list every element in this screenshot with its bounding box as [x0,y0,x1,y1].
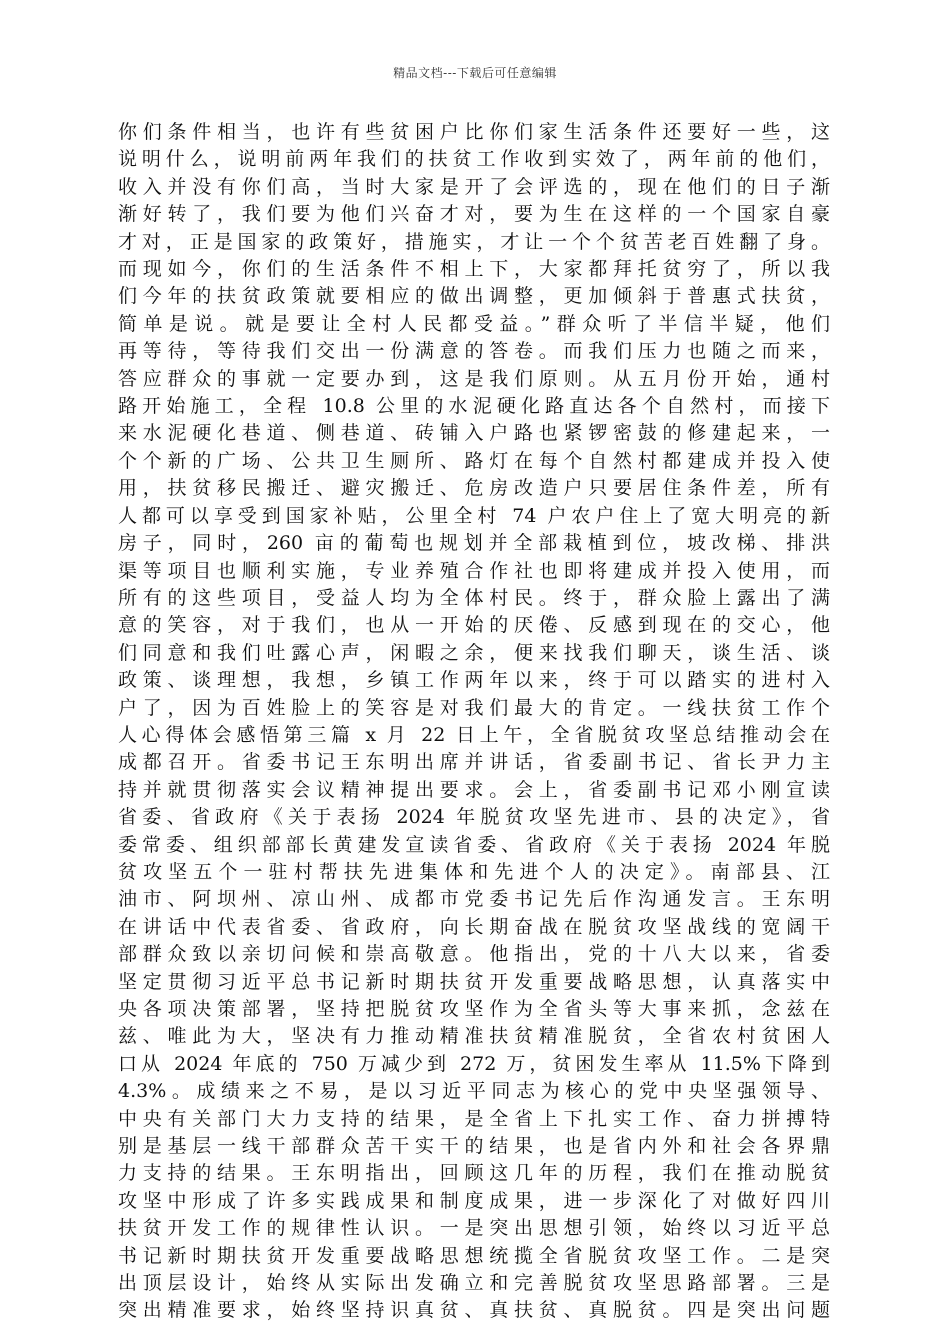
text-line: 油市、阿坝州、凉山州、成都市党委书记先后作沟通发言。王东明 [118,888,830,911]
page-header: 精品文档---下载后可任意编辑 [393,66,557,80]
text-line: 成都召开。省委书记王东明出席并讲话，省委副书记、省长尹力主 [118,751,830,774]
text-line: 们同意和我们吐露心声，闲暇之余，便来找我们聊天，谈生活、谈 [118,641,830,664]
text-line: 贫攻坚五个一驻村帮扶先进集体和先进个人的决定》。南部县、江 [118,860,830,883]
text-line: 口从 2024 年底的 750 万减少到 272 万，贫困发生率从 11.5%下降到 [118,1052,830,1075]
text-line: 才对，正是国家的政策好，措施实，才让一个个贫苦老百姓翻了身。 [118,230,830,253]
text-line: 人都可以享受到国家补贴，公里全村 74 户农户住上了宽大明亮的新 [118,504,830,527]
text-line: 意的笑容，对于我们，也从一开始的厌倦、反感到现在的交心，他 [118,614,830,637]
text-line: 省委、省政府《关于表扬 2024 年脱贫攻坚先进市、县的决定》，省 [118,806,830,829]
text-line: 户了，因为百姓脸上的笑容是对我们最大的肯定。一线扶贫工作个 [118,696,830,719]
text-line: 渠等项目也顺利实施，专业养殖合作社也即将建成并投入使用，而 [118,559,830,582]
text-line: 来水泥硬化巷道、侧巷道、砖铺入户路也紧锣密鼓的修建起来，一 [118,422,830,445]
text-line: 书记新时期扶贫开发重要战略思想统揽全省脱贫攻坚工作。二是突 [118,1244,830,1267]
text-line: 攻坚中形成了许多实践成果和制度成果，进一步深化了对做好四川 [118,1189,830,1212]
text-line: 所有的这些项目，受益人均为全体村民。终于，群众脸上露出了满 [118,586,830,609]
text-line: 兹、唯此为大，坚决有力推动精准扶贫精准脱贫，全省农村贫困人 [118,1025,830,1048]
text-line: 房子，同时，260 亩的葡萄也规划并全部栽植到位，坡改梯、排洪 [118,532,830,555]
text-line: 答应群众的事就一定要办到，这是我们原则。从五月份开始，通村 [118,367,830,390]
text-line: 而现如今，你们的生活条件不相上下，大家都拜托贫穷了，所以我 [118,258,830,281]
text-line: 突出精准要求，始终坚持识真贫、真扶贫、真脱贫。四是突出问题 [118,1299,830,1322]
text-line: 扶贫开发工作的规律性认识。一是突出思想引领，始终以习近平总 [118,1217,830,1240]
text-line: 们今年的扶贫政策就要相应的做出调整，更加倾斜于普惠式扶贫， [118,285,830,308]
text-line: 坚定贯彻习近平总书记新时期扶贫开发重要战略思想，认真落实中 [118,970,830,993]
text-line: 个个新的广场、公共卫生厕所、路灯在每个自然村都建成并投入使 [118,449,830,472]
text-line: 部群众致以亲切问候和崇高敬意。他指出，党的十八大以来，省委 [118,943,830,966]
text-line: 再等待，等待我们交出一份满意的答卷。而我们压力也随之而来， [118,340,830,363]
text-line: 渐好转了，我们要为他们兴奋才对，要为生在这样的一个国家自豪 [118,203,830,226]
text-line: 出顶层设计，始终从实际出发确立和完善脱贫攻坚思路部署。三是 [118,1272,830,1295]
text-line: 持并就贯彻落实会议精神提出要求。会上，省委副书记邓小刚宣读 [118,778,830,801]
text-line: 委常委、组织部部长黄建发宣读省委、省政府《关于表扬 2024 年脱 [118,833,830,856]
text-line: 央各项决策部署，坚持把脱贫攻坚作为全省头等大事来抓，念兹在 [118,998,830,1020]
text-line: 在讲话中代表省委、省政府，向长期奋战在脱贫攻坚战线的宽阔干 [118,915,830,938]
text-line: 用，扶贫移民搬迁、避灾搬迁、危房改造户只要居住条件差，所有 [118,477,830,500]
text-line: 中央有关部门大力支持的结果，是全省上下扎实工作、奋力拼搏特 [118,1107,830,1130]
text-line: 收入并没有你们高，当时大家是开了会评选的，现在他们的日子渐 [118,175,830,198]
text-line: 力支持的结果。王东明指出，回顾这几年的历程，我们在推动脱贫 [118,1162,830,1185]
text-line: 政策、谈理想，我想，乡镇工作两年以来，终于可以踏实的进村入 [118,669,830,692]
text-line: 简单是说。就是要让全村人民都受益。”群众听了半信半疑，他们 [118,312,830,335]
body-text [118,119,830,1325]
text-line: 说明什么，说明前两年我们的扶贫工作收到实效了，两年前的他们， [118,148,830,171]
text-line: 别是基层一线干部群众苦干实干的结果，也是省内外和社会各界鼎 [118,1135,830,1158]
text-line: 你们条件相当，也许有些贫困户比你们家生活条件还要好一些，这 [118,121,830,143]
text-line: 4.3%。成绩来之不易，是以习近平同志为核心的党中央坚强领导、 [118,1080,830,1103]
text-line: 人心得体会感悟第三篇 x 月 22 日上午，全省脱贫攻坚总结推动会在 [118,723,830,746]
text-line: 路开始施工，全程 10.8 公里的水泥硬化路直达各个自然村，而接下 [118,395,830,418]
